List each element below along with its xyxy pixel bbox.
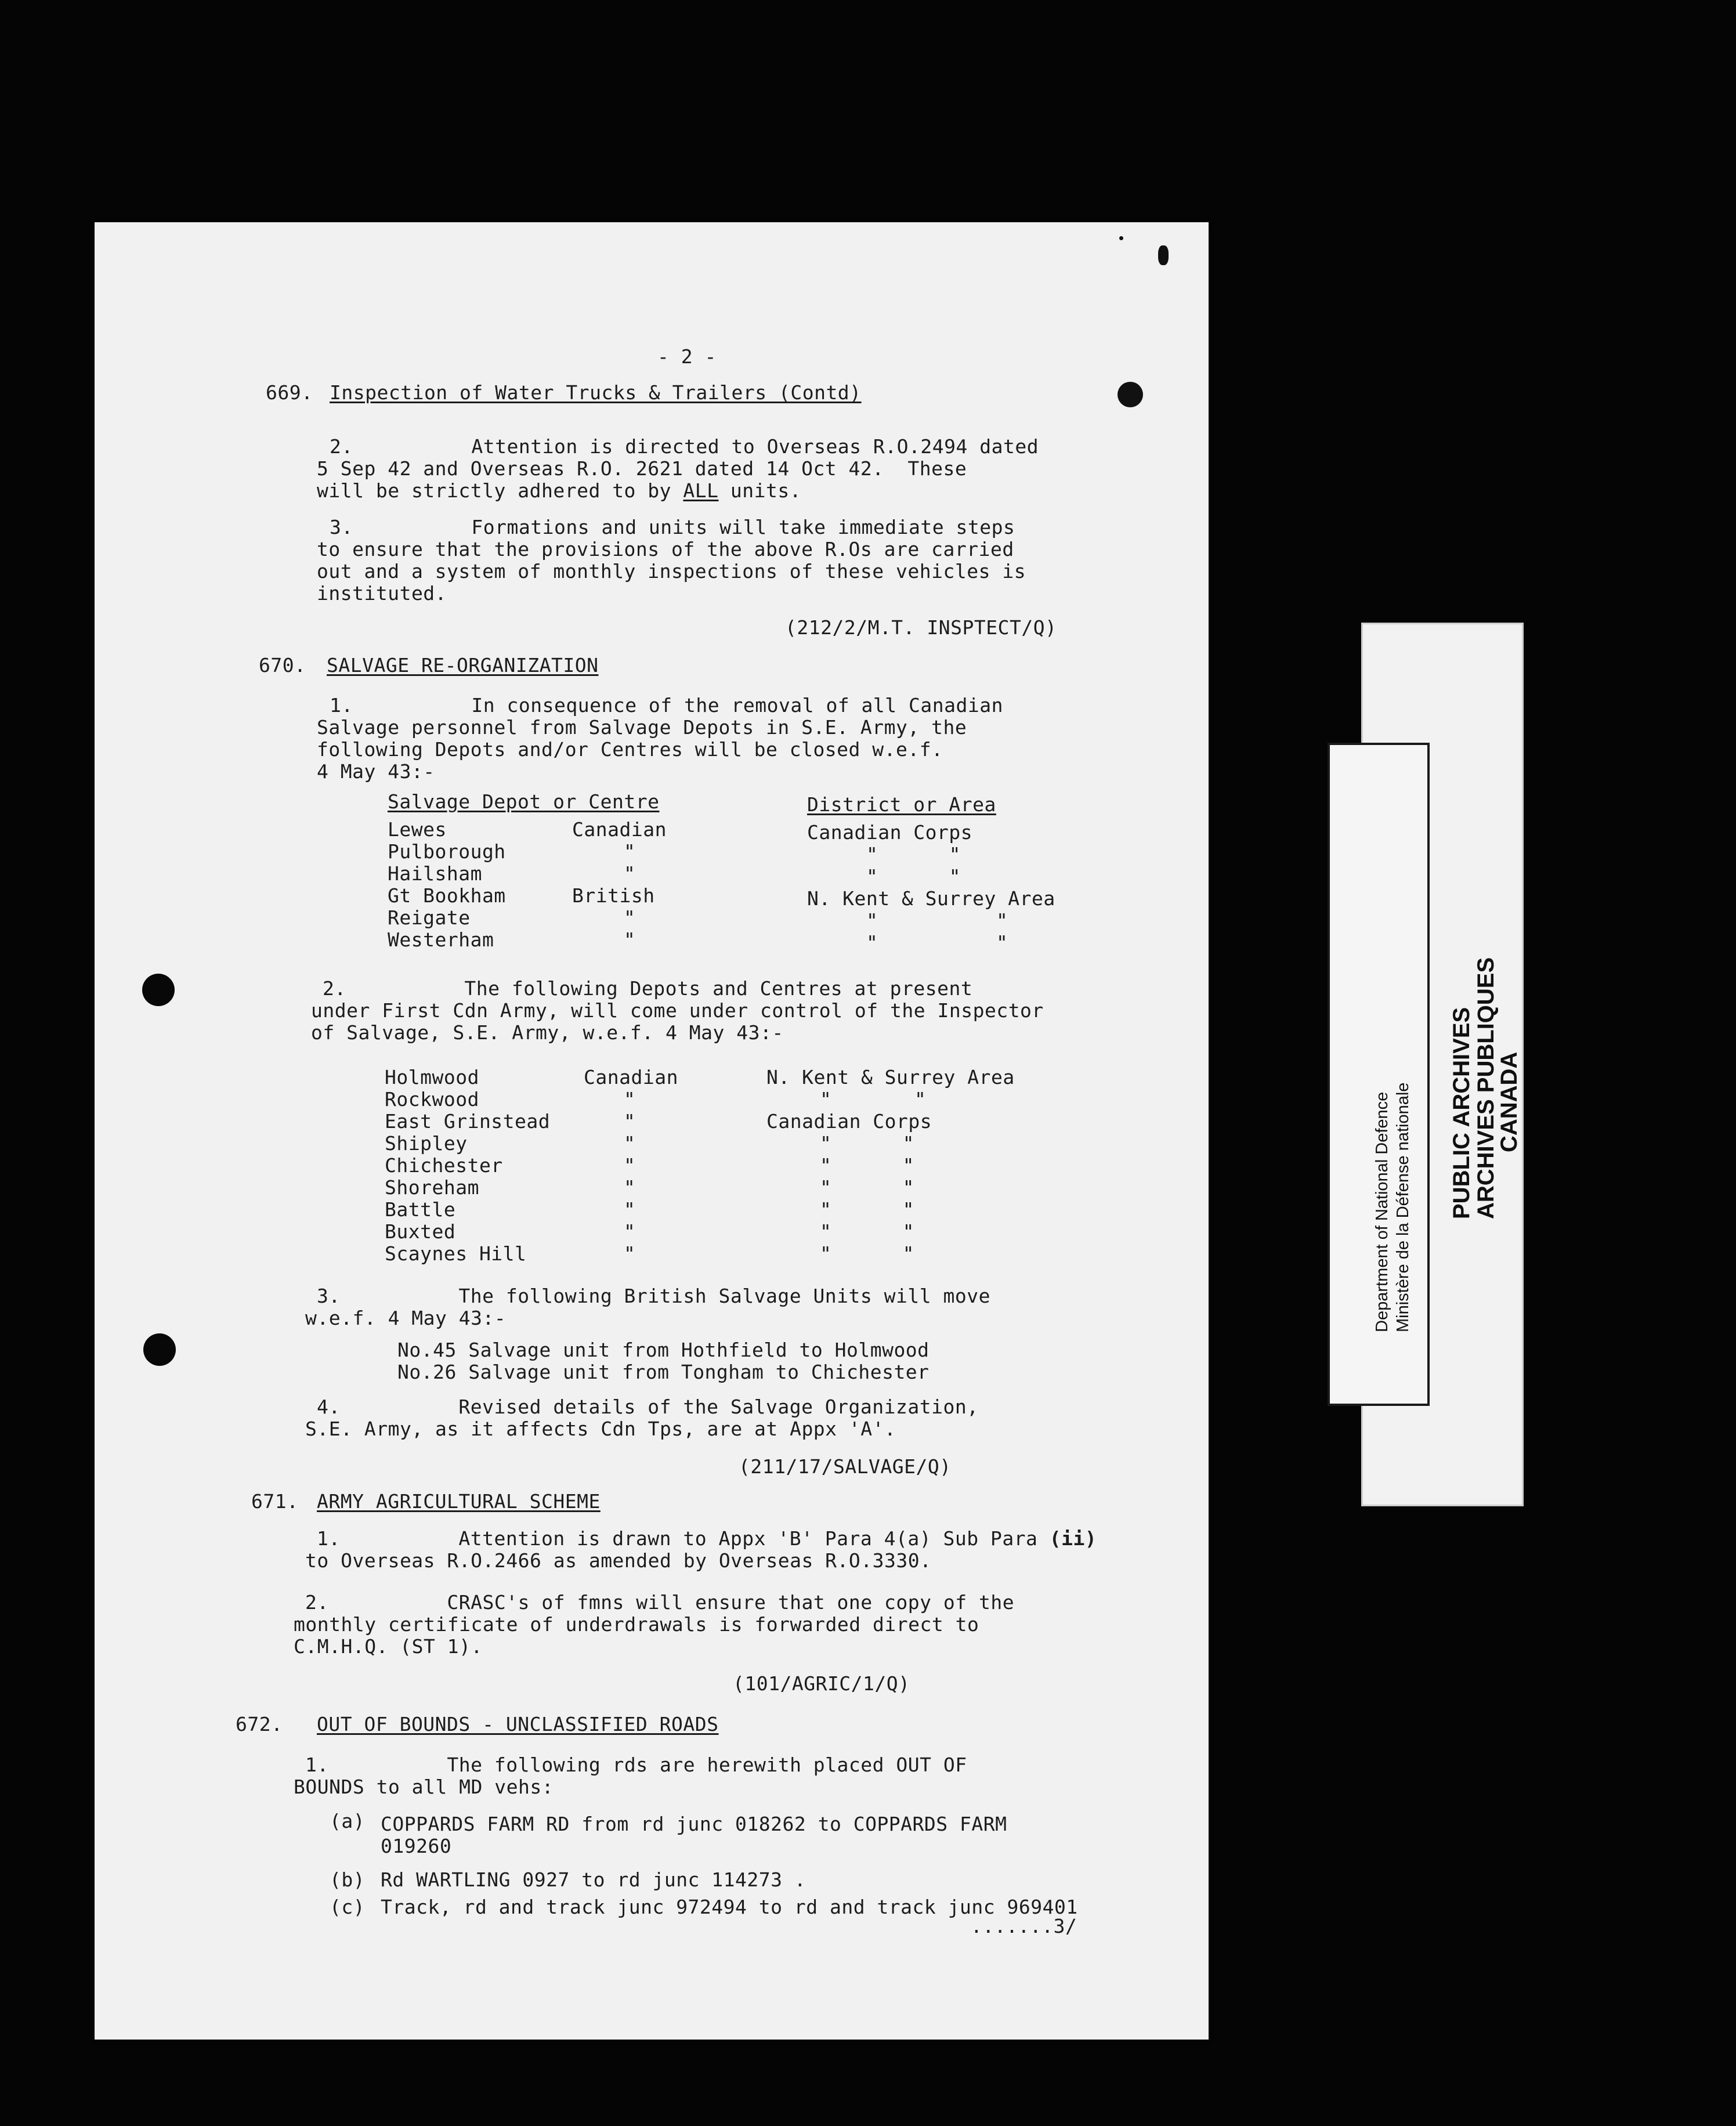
s669-p3-line2: to ensure that the provisions of the above R.Os are carried bbox=[317, 538, 1014, 561]
table2-row-5-area: " " bbox=[820, 1176, 914, 1199]
table1-row-2-type: " bbox=[624, 862, 636, 885]
table1-row-3-type: British bbox=[572, 884, 655, 907]
s670-p2-line2: under First Cdn Army, will come under control of the Inspector bbox=[311, 999, 1044, 1022]
s670-p3-line1: 3. The following British Salvage Units will move bbox=[317, 1285, 990, 1307]
s672-item-b-text: Rd WARTLING 0927 to rd junc 114273 . bbox=[381, 1868, 806, 1891]
table2-row-6-area: " " bbox=[820, 1198, 914, 1221]
s672-item-c-text: Track, rd and track junc 972494 to rd and track junc 969401 bbox=[381, 1896, 1078, 1918]
s671-p2-line3: C.M.H.Q. (ST 1). bbox=[294, 1635, 483, 1658]
archive-name-line1: PUBLIC ARCHIVES bbox=[1449, 1007, 1474, 1219]
s669-p2-line2: 5 Sep 42 and Overseas R.O. 2621 dated 14 Oct 42. These bbox=[317, 457, 967, 480]
section-669-number: 669. bbox=[266, 381, 313, 404]
page-number: - 2 - bbox=[657, 345, 717, 368]
s671-p1-line2: to Overseas R.O.2466 as amended by Overseas R.O.3330. bbox=[305, 1549, 932, 1572]
section-670-title: SALVAGE RE-ORGANIZATION bbox=[327, 654, 599, 677]
s671-reference: (101/AGRIC/1/Q) bbox=[733, 1672, 910, 1695]
table1-row-0-area: Canadian Corps bbox=[807, 821, 973, 844]
s671-p2-line2: monthly certificate of underdrawals is forwarded direct to bbox=[294, 1613, 979, 1636]
table1-row-5-area: " " bbox=[866, 931, 1008, 954]
table2-row-0-area: N. Kent & Surrey Area bbox=[766, 1066, 1015, 1089]
s669-p3-line3: out and a system of monthly inspections of these vehicles is bbox=[317, 560, 1026, 583]
table1-row-5-type: " bbox=[624, 928, 636, 951]
table2-row-5-depot: Shoreham bbox=[385, 1176, 479, 1199]
continuation-marker: .......3/ bbox=[971, 1915, 1077, 1937]
s669-p2-line3 bbox=[317, 480, 801, 502]
table1-row-4-type: " bbox=[624, 906, 636, 929]
s670-p1-line4: 4 May 43:- bbox=[317, 760, 435, 783]
table2-row-0-depot: Holmwood bbox=[385, 1066, 479, 1089]
table1-row-4-depot: Reigate bbox=[388, 906, 471, 929]
s672-p1-line1: 1. The following rds are herewith placed OUT OF bbox=[305, 1753, 967, 1776]
s669-p3-line1: 3. Formations and units will take immediate steps bbox=[330, 516, 1015, 538]
s669-p2-line1: 2. Attention is directed to Overseas R.O.2494 dated bbox=[330, 435, 1039, 458]
table2-row-3-area: " " bbox=[820, 1132, 914, 1155]
s670-p1-line3: following Depots and/or Centres will be closed w.e.f. bbox=[317, 738, 943, 761]
table2-row-2-depot: East Grinstead bbox=[385, 1110, 551, 1133]
archive-name-line3: CANADA bbox=[1496, 1051, 1522, 1152]
table2-row-7-depot: Buxted bbox=[385, 1220, 456, 1243]
s672-item-a-label: (a) bbox=[330, 1810, 366, 1832]
section-671-number: 671. bbox=[251, 1490, 299, 1513]
table1-row-0-type: Canadian bbox=[572, 818, 667, 841]
s672-item-a-line1: COPPARDS FARM RD from rd junc 018262 to COPPARDS FARM bbox=[381, 1813, 1007, 1835]
s671-p2-line1: 2. CRASC's of fmns will ensure that one copy of the bbox=[305, 1591, 1015, 1614]
s670-p1-line1: 1. In consequence of the removal of all Canadian bbox=[330, 694, 1003, 717]
s672-item-a-line2: 019260 bbox=[381, 1835, 452, 1857]
ink-blot-corner bbox=[1158, 245, 1169, 265]
s670-move-1: No.45 Salvage unit from Hothfield to Holmwood bbox=[397, 1339, 930, 1361]
document-page bbox=[95, 222, 1209, 2040]
s669-reference: (212/2/M.T. INSPTECT/Q) bbox=[785, 616, 1057, 639]
department-line1: Department of National Defence bbox=[1373, 1091, 1391, 1332]
table1-row-3-depot: Gt Bookham bbox=[388, 884, 506, 907]
table2-row-8-type: " bbox=[624, 1242, 636, 1265]
s670-reference: (211/17/SALVAGE/Q) bbox=[739, 1455, 952, 1478]
table2-row-4-type: " bbox=[624, 1154, 636, 1177]
s671-p1-text: 1. Attention is drawn to Appx 'B' Para 4(a) Sub Para bbox=[317, 1527, 1050, 1550]
table1-row-1-depot: Pulborough bbox=[388, 840, 506, 863]
section-671-title: ARMY AGRICULTURAL SCHEME bbox=[317, 1490, 601, 1513]
table1-header-depot: Salvage Depot or Centre bbox=[388, 790, 660, 813]
table2-row-2-area: Canadian Corps bbox=[766, 1110, 932, 1133]
section-672-number: 672. bbox=[236, 1713, 283, 1735]
s670-p4-line1: 4. Revised details of the Salvage Organization, bbox=[317, 1395, 979, 1418]
table2-row-6-type: " bbox=[624, 1198, 636, 1221]
punch-hole-bottom bbox=[143, 1333, 176, 1366]
table2-row-3-depot: Shipley bbox=[385, 1132, 468, 1155]
s669-p2-line3-text: will be strictly adhered to by bbox=[317, 479, 683, 502]
section-672-title: OUT OF BOUNDS - UNCLASSIFIED ROADS bbox=[317, 1713, 719, 1735]
table2-row-7-type: " bbox=[624, 1220, 636, 1243]
table2-row-1-depot: Rockwood bbox=[385, 1088, 479, 1111]
s669-p2-line3-tail: units. bbox=[718, 479, 802, 502]
s670-move-2: No.26 Salvage unit from Tongham to Chichester bbox=[397, 1361, 930, 1383]
table2-row-6-depot: Battle bbox=[385, 1198, 456, 1221]
table1-row-3-area: N. Kent & Surrey Area bbox=[807, 887, 1055, 910]
s670-p3-line2: w.e.f. 4 May 43:- bbox=[305, 1307, 507, 1329]
table2-row-2-type: " bbox=[624, 1110, 636, 1133]
ink-blot bbox=[1117, 382, 1143, 407]
table2-row-7-area: " " bbox=[820, 1220, 914, 1243]
table2-row-4-depot: Chichester bbox=[385, 1154, 503, 1177]
section-669-title: Inspection of Water Trucks & Trailers (Contd) bbox=[330, 381, 862, 404]
ink-dot bbox=[1119, 236, 1123, 240]
s670-p4-line2: S.E. Army, as it affects Cdn Tps, are at Appx 'A'. bbox=[305, 1418, 896, 1440]
s672-item-c-label: (c) bbox=[330, 1896, 366, 1918]
s672-item-b-label: (b) bbox=[330, 1868, 366, 1891]
table2-row-8-depot: Scaynes Hill bbox=[385, 1242, 527, 1265]
s669-all-units: ALL bbox=[683, 479, 719, 502]
table1-row-1-type: " bbox=[624, 840, 636, 863]
table1-row-5-depot: Westerham bbox=[388, 928, 494, 951]
table1-row-1-area: " " bbox=[866, 843, 961, 866]
table2-row-5-type: " bbox=[624, 1176, 636, 1199]
table2-row-8-area: " " bbox=[820, 1242, 914, 1265]
table1-header-district: District or Area bbox=[807, 793, 996, 816]
archive-name-line2: ARCHIVES PUBLIQUES bbox=[1473, 957, 1499, 1219]
department-line2: Ministère de la Défense nationale bbox=[1394, 1082, 1412, 1332]
table1-row-2-area: " " bbox=[866, 865, 961, 888]
archive-label-front bbox=[1328, 743, 1430, 1406]
s670-p1-line2: Salvage personnel from Salvage Depots in S.E. Army, the bbox=[317, 716, 967, 739]
table1-row-4-area: " " bbox=[866, 909, 1008, 932]
punch-hole-top bbox=[142, 974, 175, 1006]
s670-p2-line1: 2. The following Depots and Centres at present bbox=[323, 977, 973, 1000]
s671-sub-para: (ii) bbox=[1049, 1527, 1097, 1550]
table2-row-0-type: Canadian bbox=[584, 1066, 678, 1089]
s670-p2-line3: of Salvage, S.E. Army, w.e.f. 4 May 43:- bbox=[311, 1021, 784, 1044]
s672-p1-line2: BOUNDS to all MD vehs: bbox=[294, 1776, 554, 1798]
table2-row-3-type: " bbox=[624, 1132, 636, 1155]
table2-row-1-area: " " bbox=[820, 1088, 927, 1111]
table1-row-0-depot: Lewes bbox=[388, 818, 447, 841]
section-670-number: 670. bbox=[259, 654, 306, 677]
s669-p3-line4: instituted. bbox=[317, 582, 447, 605]
table2-row-1-type: " bbox=[624, 1088, 636, 1111]
table2-row-4-area: " " bbox=[820, 1154, 914, 1177]
table1-row-2-depot: Hailsham bbox=[388, 862, 482, 885]
s671-p1-line1 bbox=[317, 1528, 1097, 1550]
